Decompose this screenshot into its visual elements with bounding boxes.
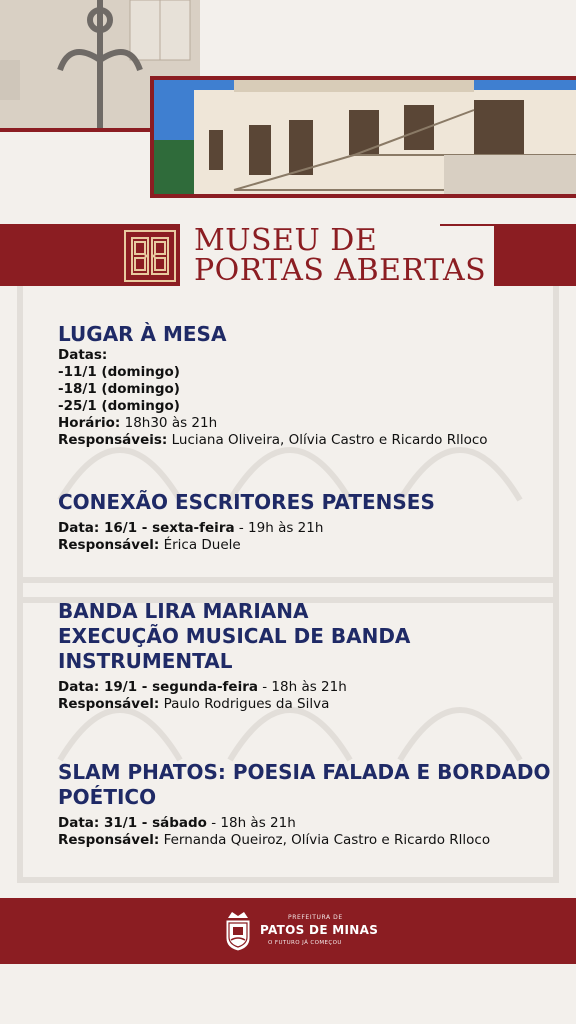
date-item: -18/1 (domingo) bbox=[58, 381, 180, 397]
dates-label: Datas: bbox=[58, 347, 108, 363]
title-line-1: MUSEU DE bbox=[194, 223, 378, 258]
time-value: 18h30 às 21h bbox=[124, 415, 218, 431]
time-value: - 19h às 21h bbox=[234, 520, 324, 536]
date-label: Data: 16/1 - sexta-feira bbox=[58, 520, 235, 536]
responsible-label: Responsáveis: bbox=[58, 432, 168, 448]
event-title-line: INSTRUMENTAL bbox=[58, 649, 233, 673]
responsible-label: Responsável: bbox=[58, 832, 160, 848]
event-title: LUGAR À MESA bbox=[58, 322, 227, 346]
door-icon bbox=[124, 230, 176, 282]
event-title-line: BANDA LIRA MARIANA bbox=[58, 599, 309, 623]
prefeitura-label: PREFEITURA DE bbox=[288, 914, 343, 921]
event-lugar-a-mesa bbox=[58, 322, 558, 449]
event-banda-lira-mariana bbox=[58, 599, 558, 713]
title-line-2: PORTAS ABERTAS bbox=[194, 253, 487, 288]
responsible-label: Responsável: bbox=[58, 537, 160, 553]
page-title bbox=[194, 223, 494, 288]
event-title-line: POÉTICO bbox=[58, 785, 157, 809]
prefeitura-logo bbox=[224, 910, 384, 954]
event-title-line: SLAM PHATOS: POESIA FALADA E BORDADO bbox=[58, 760, 551, 784]
responsible-value: Fernanda Queiroz, Olívia Castro e Ricardo Rlloco bbox=[163, 832, 491, 848]
event-title-line: EXECUÇÃO MUSICAL DE BANDA bbox=[58, 624, 411, 648]
city-name: PATOS DE MINAS bbox=[260, 923, 379, 937]
responsible-value: Luciana Oliveira, Olívia Castro e Ricardo Rlloco bbox=[171, 432, 488, 448]
responsible-value: Paulo Rodrigues da Silva bbox=[163, 696, 330, 712]
event-conexao-escritores bbox=[58, 490, 558, 554]
date-label: Data: 31/1 - sábado bbox=[58, 815, 207, 831]
event-title: CONEXÃO ESCRITORES PATENSES bbox=[58, 490, 435, 514]
date-label: Data: 19/1 - segunda-feira bbox=[58, 679, 258, 695]
time-value: - 18h às 21h bbox=[257, 679, 347, 695]
responsible-label: Responsável: bbox=[58, 696, 160, 712]
date-item: -11/1 (domingo) bbox=[58, 364, 180, 380]
museum-facade-photo bbox=[150, 76, 576, 198]
date-item: -25/1 (domingo) bbox=[58, 398, 180, 414]
time-label: Horário: bbox=[58, 415, 121, 431]
time-value: - 18h às 21h bbox=[206, 815, 296, 831]
footer-bar bbox=[0, 898, 576, 964]
city-crest-icon bbox=[224, 910, 252, 952]
responsible-value: Érica Duele bbox=[163, 537, 241, 553]
tagline: O FUTURO JÁ COMEÇOU bbox=[268, 940, 342, 946]
event-slam-phatos bbox=[58, 760, 558, 849]
